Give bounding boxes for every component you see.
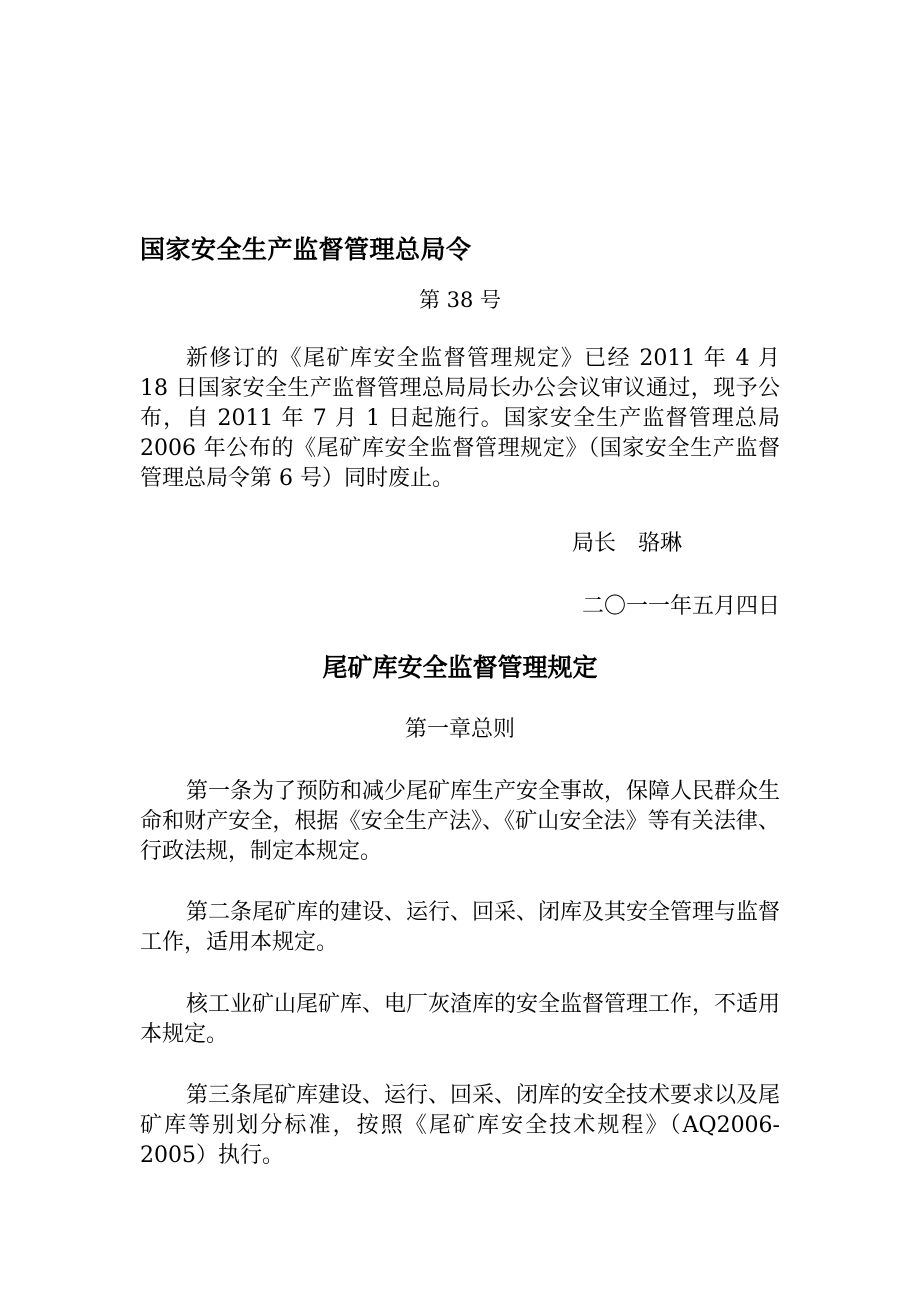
order-title: 国家安全生产监督管理总局令	[140, 235, 472, 264]
signer-name: 骆琳	[638, 531, 683, 556]
article-paragraph-3: 核工业矿山尾矿库、电厂灰渣库的安全监督管理工作，不适用本规定。	[140, 992, 781, 1047]
article-paragraph-2: 第二条尾矿库的建设、运行、回采、闭库及其安全管理与监督工作，适用本规定。	[140, 900, 781, 955]
article-paragraph-1: 第一条为了预防和减少尾矿库生产安全事故，保障人民群众生命和财产安全，根据《安全生产法》、《矿山安全法》等有关法律、行政法规，制定本规定。	[140, 779, 781, 864]
intro-paragraph: 新修订的《尾矿库安全监督管理规定》已经 2011 年 4 月 18 日国家安全生产监督管理总局局长办公会议审议通过，现予公布，自 2011 年 7 月 1 日起施行。国家安全生产监督管理总局 2006 年公布的《尾矿库安全监督管理规定》（国家安全生产监督管理总局令第 6 号）同时废止。	[140, 346, 780, 491]
chapter-heading: 第一章总则	[404, 717, 515, 742]
article-paragraph-4: 第三条尾矿库建设、运行、回采、闭库的安全技术要求以及尾矿库等别划分标准，按照《尾矿库安全技术规程》（AQ2006-2005）执行。	[140, 1083, 781, 1168]
signature-line	[572, 526, 682, 557]
issue-date: 二〇一一年五月四日	[581, 594, 780, 619]
signer-title: 局长	[572, 531, 617, 556]
order-number: 第 38 号	[418, 288, 502, 312]
regulation-title: 尾矿库安全监督管理规定	[322, 653, 598, 682]
